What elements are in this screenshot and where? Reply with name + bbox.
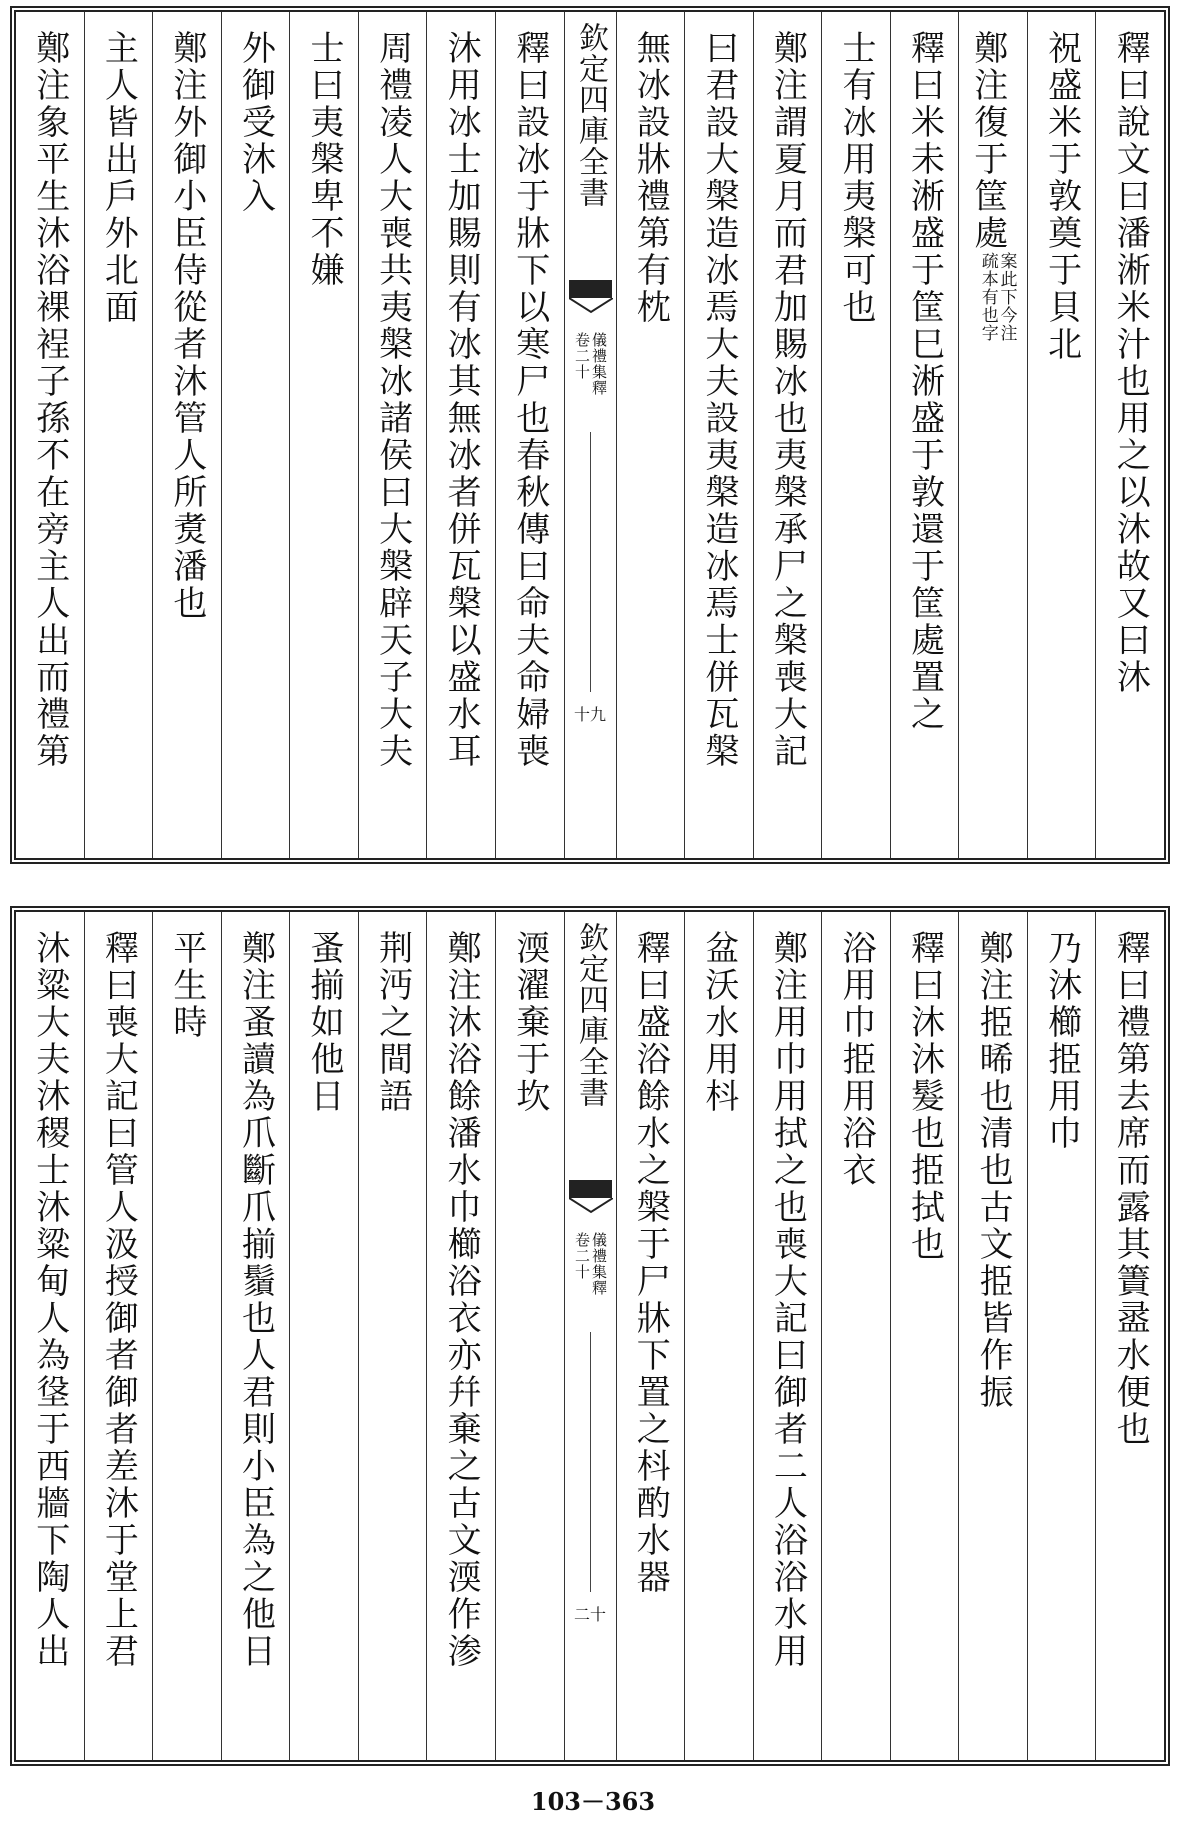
column-text: 平生時	[166, 930, 207, 1041]
fish-tail-block	[569, 280, 612, 298]
column-text: 外御受沐入	[235, 30, 276, 215]
column-text: 鄭注用巾用拭之也喪大記曰御者二人浴浴水用	[767, 930, 808, 1670]
column-text: 乃沐櫛挋用巾	[1041, 930, 1082, 1152]
column-text: 士曰夷槃卑不嫌	[304, 30, 345, 289]
fold-divider	[590, 432, 591, 692]
column-text: 渜濯棄于坎	[509, 930, 550, 1115]
column-text: 鄭注謂夏月而君加賜冰也夷槃承尸之槃喪大記	[767, 30, 808, 770]
fish-tail-icon	[569, 1198, 613, 1214]
text-column	[616, 12, 685, 858]
text-column	[821, 912, 890, 1760]
text-column	[890, 12, 959, 858]
text-column	[684, 912, 753, 1760]
fold-title: 欽定四庫全書	[573, 22, 608, 208]
fold-subtitle	[565, 1232, 616, 1296]
text-column	[1027, 912, 1096, 1760]
column-text: 無冰設牀禮第有枕	[630, 30, 671, 326]
center-fold	[564, 12, 616, 858]
text-column	[84, 912, 153, 1760]
fold-volume: 卷二十	[573, 332, 591, 380]
column-text: 沐粱大夫沐稷士沐粱甸人為垼于西牆下陶人出	[29, 930, 70, 1670]
text-column	[958, 912, 1027, 1760]
page-bottom	[10, 906, 1170, 1766]
column-text: 主人皆出戶外北面	[98, 30, 139, 326]
column-text: 蚤揃如他日	[304, 930, 345, 1115]
text-column	[684, 12, 753, 858]
column-text: 鄭注蚤讀為爪斷爪揃鬚也人君則小臣為之他日	[235, 930, 276, 1670]
columns-bottom	[16, 912, 1164, 1760]
text-column	[152, 12, 221, 858]
fish-tail-icon	[569, 298, 613, 314]
column-text: 鄭注象平生沐浴裸裎子孫不在旁主人出而禮第	[29, 30, 70, 770]
text-column	[1095, 12, 1164, 858]
fold-subtitle	[565, 332, 616, 396]
annotation-line: 案此下今注	[996, 252, 1017, 342]
fold-book-title: 儀禮集釋	[590, 332, 608, 396]
text-column	[495, 12, 564, 858]
fold-volume: 卷二十	[573, 1232, 591, 1280]
column-text: 浴用巾挋用浴衣	[835, 930, 876, 1189]
column-text: 釋曰設冰于牀下以寒尸也春秋傳曰命夫命婦喪	[509, 30, 550, 770]
text-column	[16, 12, 84, 858]
text-column	[1027, 12, 1096, 858]
fold-divider	[590, 1332, 591, 1592]
text-column	[221, 12, 290, 858]
columns-top	[16, 12, 1164, 858]
text-column	[152, 912, 221, 1760]
column-text: 祝盛米于敦奠于貝北	[1041, 30, 1082, 363]
column-text: 鄭注挋晞也清也古文挋皆作振	[973, 930, 1014, 1411]
text-column	[358, 912, 427, 1760]
column-text: 盆沃水用枓	[698, 930, 739, 1115]
column-text: 曰君設大槃造冰焉大夫設夷槃造冰焉士併瓦槃	[698, 30, 739, 770]
text-column	[289, 912, 358, 1760]
text-column	[358, 12, 427, 858]
column-text: 士有冰用夷槃可也	[835, 30, 876, 326]
page-top	[10, 6, 1170, 864]
annotation-line: 疏本有也字	[977, 252, 998, 342]
text-column	[1095, 912, 1164, 1760]
column-text: 釋曰禮第去席而露其簀盝水便也	[1110, 930, 1151, 1448]
column-text: 釋曰米未淅盛于筐巳淅盛于敦還于筐處置之	[904, 30, 945, 733]
text-column	[495, 912, 564, 1760]
text-column	[753, 12, 822, 858]
text-column	[16, 912, 84, 1760]
column-text: 釋曰喪大記曰管人汲授御者御者差沐于堂上君	[98, 930, 139, 1670]
text-column	[221, 912, 290, 1760]
main-text: 鄭注復于筐處	[967, 30, 1008, 252]
text-column	[958, 12, 1027, 858]
text-column	[289, 12, 358, 858]
text-column	[426, 912, 495, 1760]
text-column	[84, 12, 153, 858]
column-text	[967, 12, 1017, 858]
column-text: 釋曰盛浴餘水之槃于尸牀下置之枓酌水器	[630, 930, 671, 1596]
column-text: 荆沔之間語	[372, 930, 413, 1115]
column-text: 釋曰說文曰潘淅米汁也用之以沐故又曰沐	[1110, 30, 1151, 696]
text-column	[753, 912, 822, 1760]
column-text: 鄭注沐浴餘潘水巾櫛浴衣亦幷棄之古文渜作渗	[441, 930, 482, 1670]
center-fold	[564, 912, 616, 1760]
leaf-number: 十九	[573, 705, 606, 724]
fish-tail-block	[569, 1180, 612, 1198]
fold-title: 欽定四庫全書	[573, 922, 608, 1108]
text-column	[890, 912, 959, 1760]
column-text: 沐用冰士加賜則有冰其無冰者併瓦槃以盛水耳	[441, 30, 482, 770]
text-column	[426, 12, 495, 858]
annotation-note	[978, 252, 1015, 342]
text-column	[616, 912, 685, 1760]
column-text: 釋曰沐沐髮也挋拭也	[904, 930, 945, 1263]
text-column	[821, 12, 890, 858]
column-text: 周禮凌人大喪共夷槃冰諸侯曰大槃辟天子大夫	[372, 30, 413, 770]
leaf-number: 二十	[573, 1605, 606, 1624]
column-text: 鄭注外御小臣侍從者沐管人所煑潘也	[166, 30, 207, 622]
page-footer-number: 103－363	[530, 1787, 656, 1816]
fold-book-title: 儀禮集釋	[590, 1232, 608, 1296]
